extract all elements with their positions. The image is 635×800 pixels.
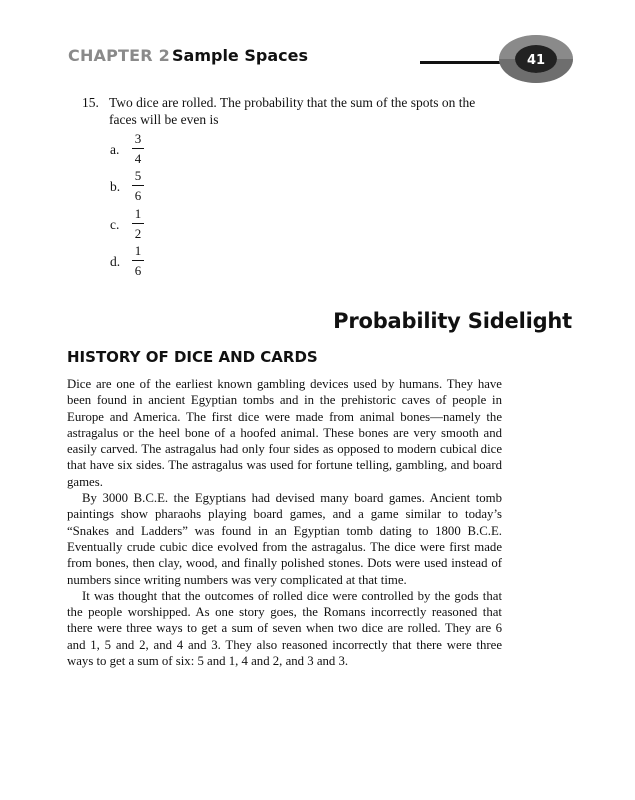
choice-a xyxy=(110,131,170,167)
fraction-numerator: 5 xyxy=(134,168,142,183)
choice-b xyxy=(110,168,170,204)
fraction-numerator: 1 xyxy=(134,243,142,258)
sidelight-title: Probability Sidelight xyxy=(333,309,572,333)
choice-letter: d. xyxy=(110,254,121,269)
fraction-bar xyxy=(132,260,144,261)
fraction-bar xyxy=(132,148,144,149)
page-number-badge xyxy=(497,34,575,84)
choice-letter: a. xyxy=(110,142,120,157)
fraction-denominator: 6 xyxy=(134,263,142,278)
question-text: Two dice are rolled. The probability that the sum of the spots on the faces will be even is xyxy=(109,95,476,127)
question-number: 15. xyxy=(82,95,99,110)
fraction-bar xyxy=(132,223,144,224)
page-number: 41 xyxy=(526,53,546,68)
fraction-numerator: 3 xyxy=(134,131,142,146)
chapter-title: Sample Spaces xyxy=(172,46,308,65)
paragraph-3: It was thought that the outcomes of rolled dice were controlled by the gods that the people worshipped. As one story goes, the Romans incorrectly reasoned that there were three ways to get a sum of seven when two dice are rolled. They are 6 and 1, 5 and 2, and 4 and 3. They also reasoned incorrectly that there were three ways to get a sum of six: 5 and 1, 4 and 2, and 3 and 3. xyxy=(67,588,502,669)
fraction xyxy=(132,168,144,204)
paragraph-2: By 3000 B.C.E. the Egyptians had devised many board games. Ancient tomb paintings show pharaohs playing board games, and a game similar to today’s “Snakes and Ladders” was found in an Egyptian tomb dating to 1800 B.C.E. Eventually crude cubic dice evolved from the astragalus. The dice were first made from bones, then clay, wood, and finally polished stones. Dots were used instead of numbers since writing numbers was very complicated at that time. xyxy=(67,491,502,587)
fraction-denominator: 4 xyxy=(134,151,142,166)
fraction xyxy=(132,243,144,279)
fraction-bar xyxy=(132,185,144,186)
fraction-denominator: 2 xyxy=(134,226,142,241)
fraction-numerator: 1 xyxy=(134,206,142,221)
choice-c xyxy=(110,206,170,242)
fraction xyxy=(132,206,144,242)
fraction-denominator: 6 xyxy=(134,188,142,203)
section-heading: HISTORY OF DICE AND CARDS xyxy=(67,348,318,366)
choice-letter: b. xyxy=(110,179,121,194)
body-text xyxy=(67,376,502,669)
choice-letter: c. xyxy=(110,217,120,232)
chapter-label: CHAPTER 2 xyxy=(68,46,170,65)
fraction xyxy=(132,131,144,167)
choice-d xyxy=(110,243,170,279)
paragraph-1: Dice are one of the earliest known gambling devices used by humans. They have been found in ancient Egyptian tombs and in the prehistoric caves of people in Europe and America. The first dice were made from animal bones—namely the astragalus or the heel bone of a hoofed animal. These bones are very smooth and easily carved. The astragalus had only four sides as opposed to modern cubical dice that have six sides. The astragalus was used for fortune telling, gambling, and board games. xyxy=(67,377,502,489)
